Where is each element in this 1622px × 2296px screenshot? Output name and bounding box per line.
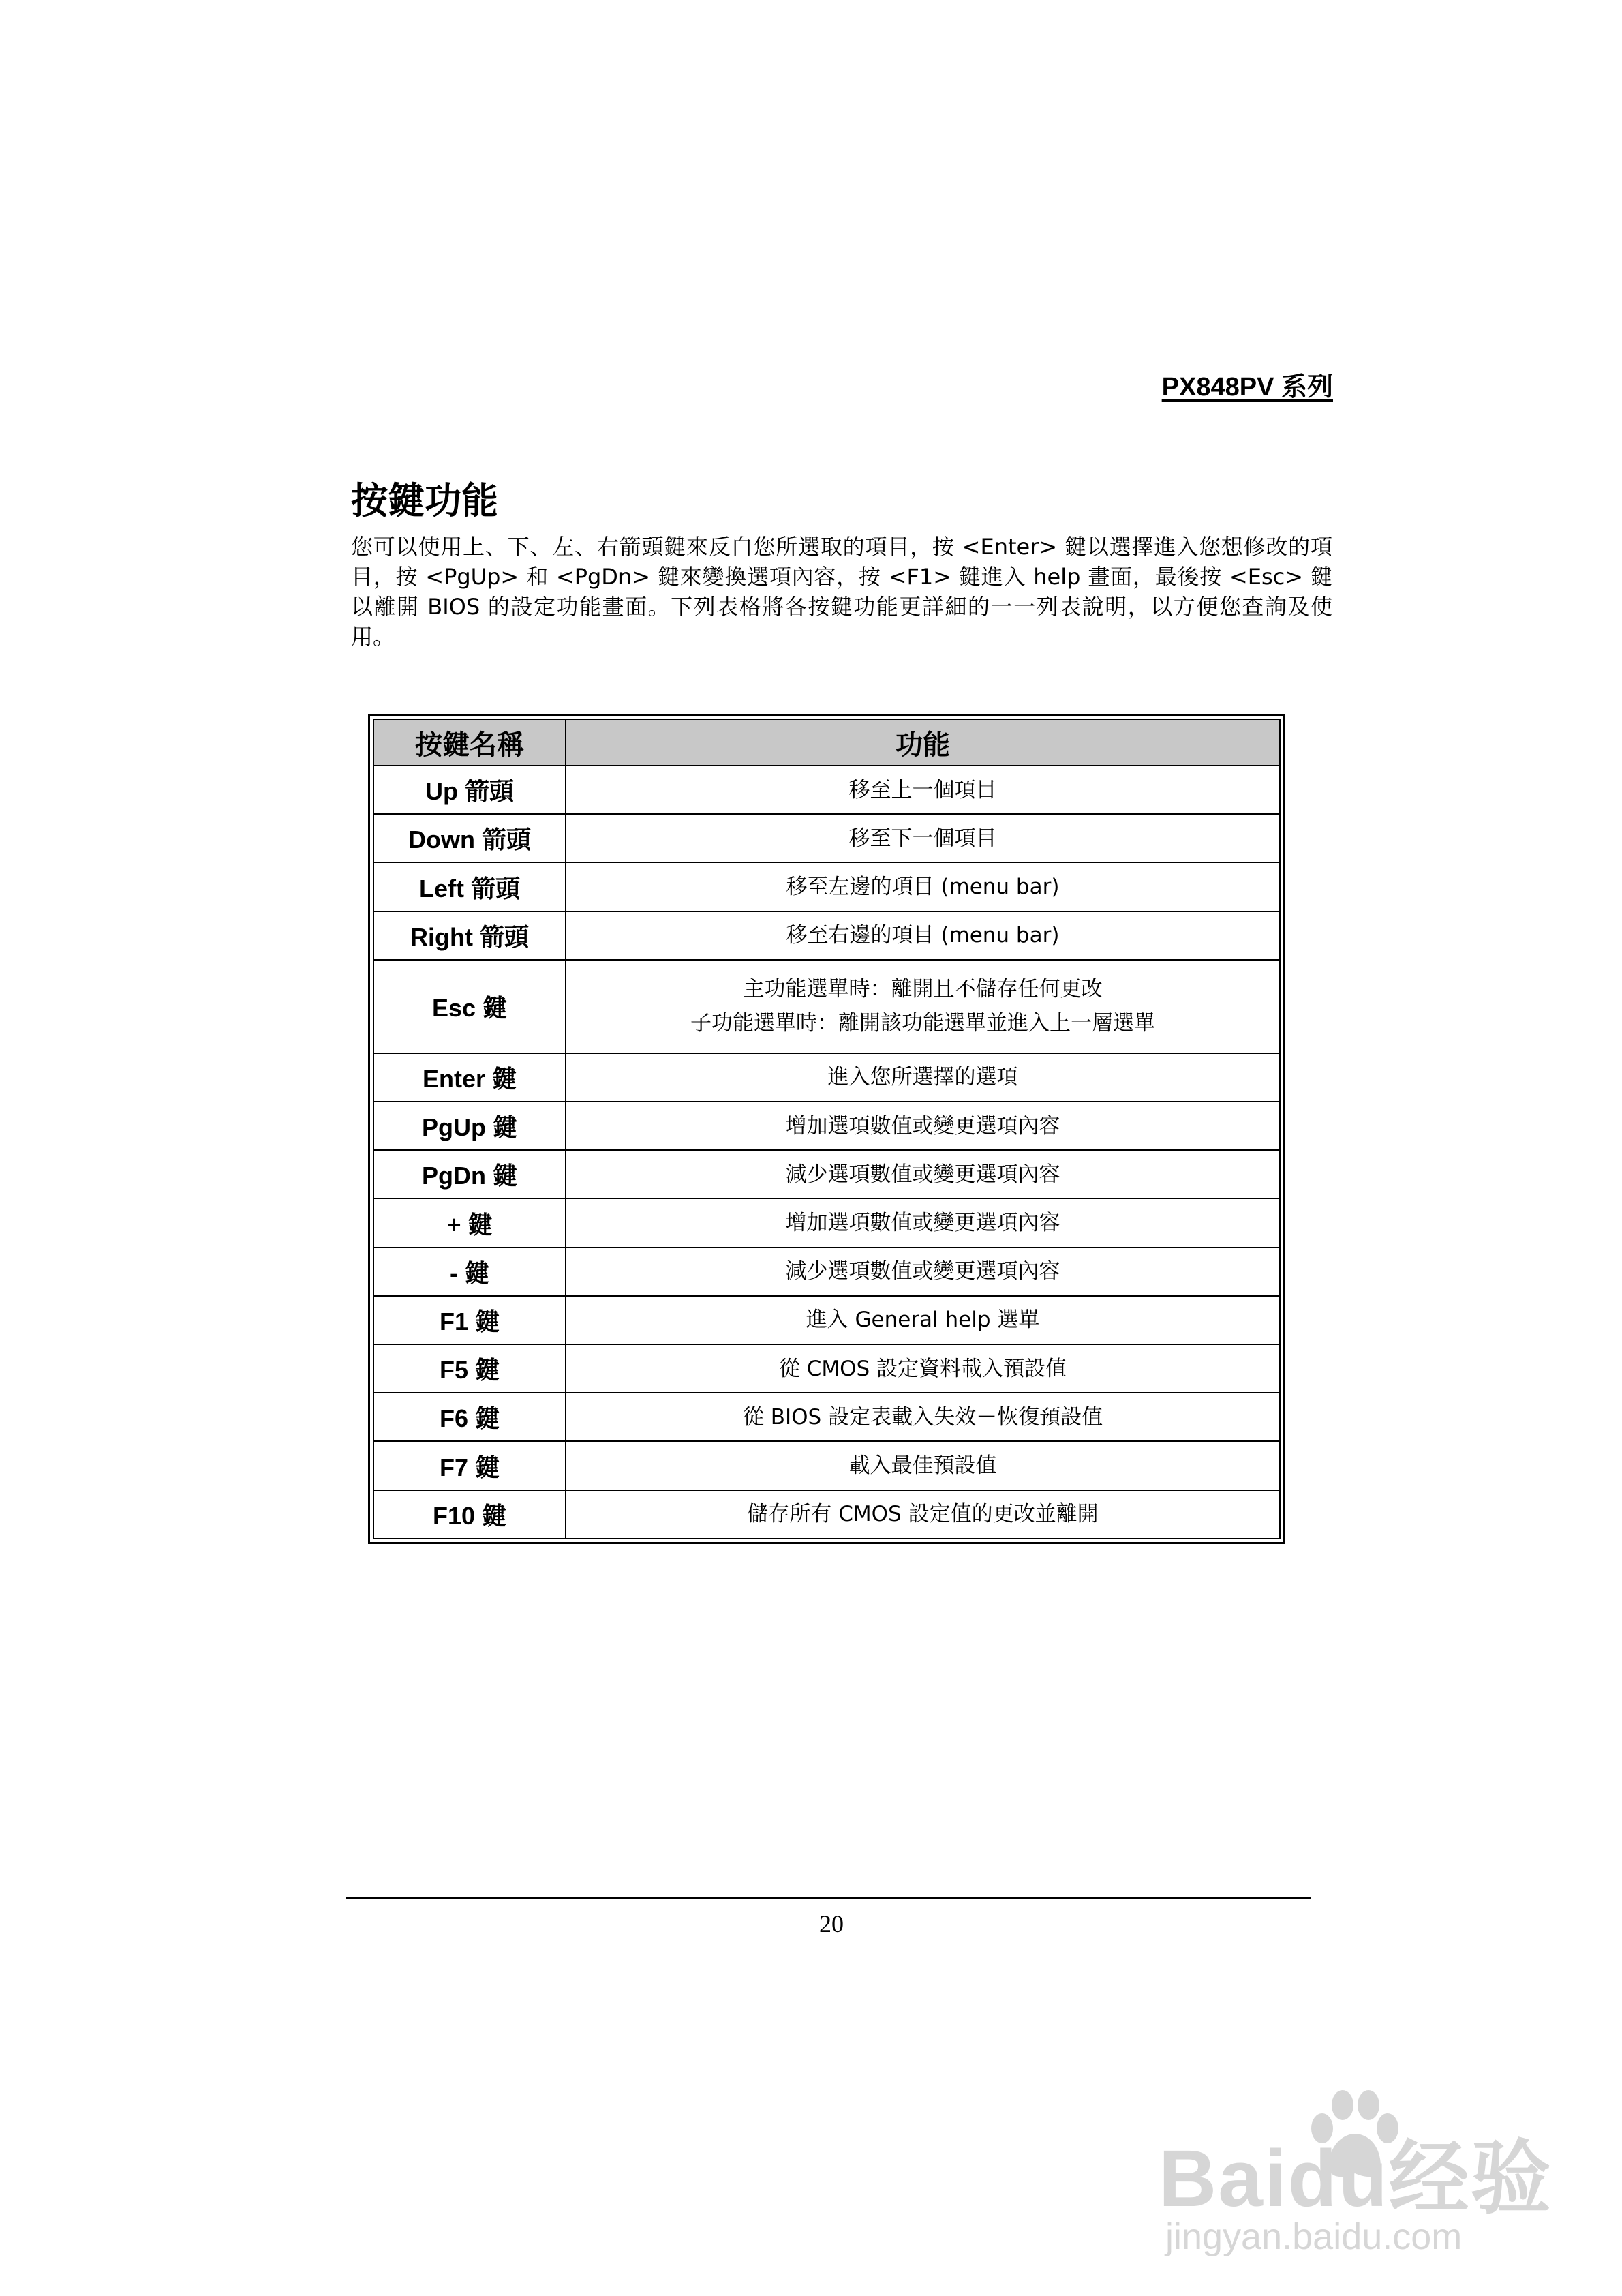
function-text: 從 BIOS 設定表載入失效－恢復預設值 (742, 1404, 1103, 1430)
key-name-cell: F10 鍵 (373, 1490, 566, 1539)
table-row (373, 766, 1280, 814)
table-row (373, 1490, 1280, 1539)
baidu-jingyan-watermark (1159, 2086, 1567, 2263)
column-header-key-name: 按鍵名稱 (373, 719, 566, 766)
table-row (373, 1150, 1280, 1198)
function-cell (566, 960, 1280, 1053)
key-name-cell: F6 鍵 (373, 1393, 566, 1441)
function-text: 減少選項數值或變更選項內容 (785, 1162, 1060, 1187)
function-cell (566, 1393, 1280, 1441)
table-body (373, 766, 1280, 1539)
table-row (373, 911, 1280, 960)
function-text: 增加選項數值或變更選項內容 (785, 1113, 1060, 1138)
function-text: 移至左邊的項目 (menu bar) (786, 875, 1060, 899)
function-text: 從 CMOS 設定資料載入預設值 (778, 1356, 1067, 1381)
function-text: 主功能選單時：離開且不儲存任何更改 (743, 977, 1103, 1002)
function-cell (566, 911, 1280, 960)
key-name-cell: F7 鍵 (373, 1441, 566, 1490)
key-name-cell: PgDn 鍵 (373, 1150, 566, 1198)
key-name-cell: + 鍵 (373, 1198, 566, 1247)
function-text: 進入 General help 選單 (806, 1308, 1040, 1333)
key-function-table (373, 719, 1281, 1539)
key-name-cell: F5 鍵 (373, 1344, 566, 1393)
key-name-cell: PgUp 鍵 (373, 1102, 566, 1150)
function-cell (566, 1198, 1280, 1247)
watermark-logo: Baidu经验 (1159, 2134, 1552, 2224)
key-name-cell: Left 箭頭 (373, 862, 566, 911)
key-name-cell: Right 箭頭 (373, 911, 566, 960)
watermark-url: jingyan.baidu.com (1165, 2216, 1463, 2257)
function-cell (566, 1441, 1280, 1490)
function-text: 儲存所有 CMOS 設定值的更改並離開 (747, 1502, 1099, 1527)
function-cell (566, 1490, 1280, 1539)
function-cell (566, 1102, 1280, 1150)
function-cell (566, 1248, 1280, 1296)
function-text: 移至右邊的項目 (menu bar) (786, 923, 1060, 948)
table-row (373, 960, 1280, 1053)
function-cell (566, 1150, 1280, 1198)
key-function-table-frame (368, 714, 1285, 1544)
function-text: 載入最佳預設值 (848, 1453, 997, 1479)
function-text: 子功能選單時：離開該功能選單並進入上一層選單 (690, 1011, 1155, 1036)
table-row (373, 1198, 1280, 1247)
document-series-header: PX848PV 系列 (1161, 373, 1333, 402)
table-header-row (373, 719, 1280, 766)
function-cell (566, 766, 1280, 814)
table-row (373, 1102, 1280, 1150)
key-name-cell: Up 箭頭 (373, 766, 566, 814)
footer-divider (346, 1897, 1311, 1899)
function-text: 減少選項數值或變更選項內容 (785, 1259, 1060, 1284)
function-text: 移至上一個項目 (848, 777, 997, 802)
table-row (373, 862, 1280, 911)
key-name-cell: Enter 鍵 (373, 1053, 566, 1102)
function-text: 進入您所選擇的選項 (827, 1065, 1018, 1090)
intro-paragraph: 您可以使用上、下、左、右箭頭鍵來反白您所選取的項目，按 <Enter> 鍵以選擇進入您想修改的項目，按 <PgUp> 和 <PgDn> 鍵來變換選項內容，按 <F1> 鍵進入 help 畫面，最後按 <Esc> 鍵以離開 BIOS 的設定功能畫面。下列表格將各按鍵功能更詳細的一一列表說明，以方便您查詢及使用。 (351, 534, 1332, 650)
key-name-cell: Down 箭頭 (373, 814, 566, 862)
table-row (373, 1441, 1280, 1490)
table-row (373, 1393, 1280, 1441)
column-header-function: 功能 (566, 719, 1280, 766)
function-text: 增加選項數值或變更選項內容 (785, 1211, 1060, 1236)
table-row (373, 1344, 1280, 1393)
table-row (373, 1053, 1280, 1102)
key-name-cell: - 鍵 (373, 1248, 566, 1296)
function-cell (566, 1344, 1280, 1393)
key-name-cell: Esc 鍵 (373, 960, 566, 1053)
function-cell (566, 1053, 1280, 1102)
table-row (373, 814, 1280, 862)
table-row (373, 1248, 1280, 1296)
function-cell (566, 862, 1280, 911)
key-name-cell: F1 鍵 (373, 1296, 566, 1344)
function-text: 移至下一個項目 (848, 826, 997, 851)
section-title: 按鍵功能 (351, 479, 498, 522)
function-cell (566, 814, 1280, 862)
table-row (373, 1296, 1280, 1344)
function-cell (566, 1296, 1280, 1344)
page-number: 20 (819, 1910, 844, 1937)
